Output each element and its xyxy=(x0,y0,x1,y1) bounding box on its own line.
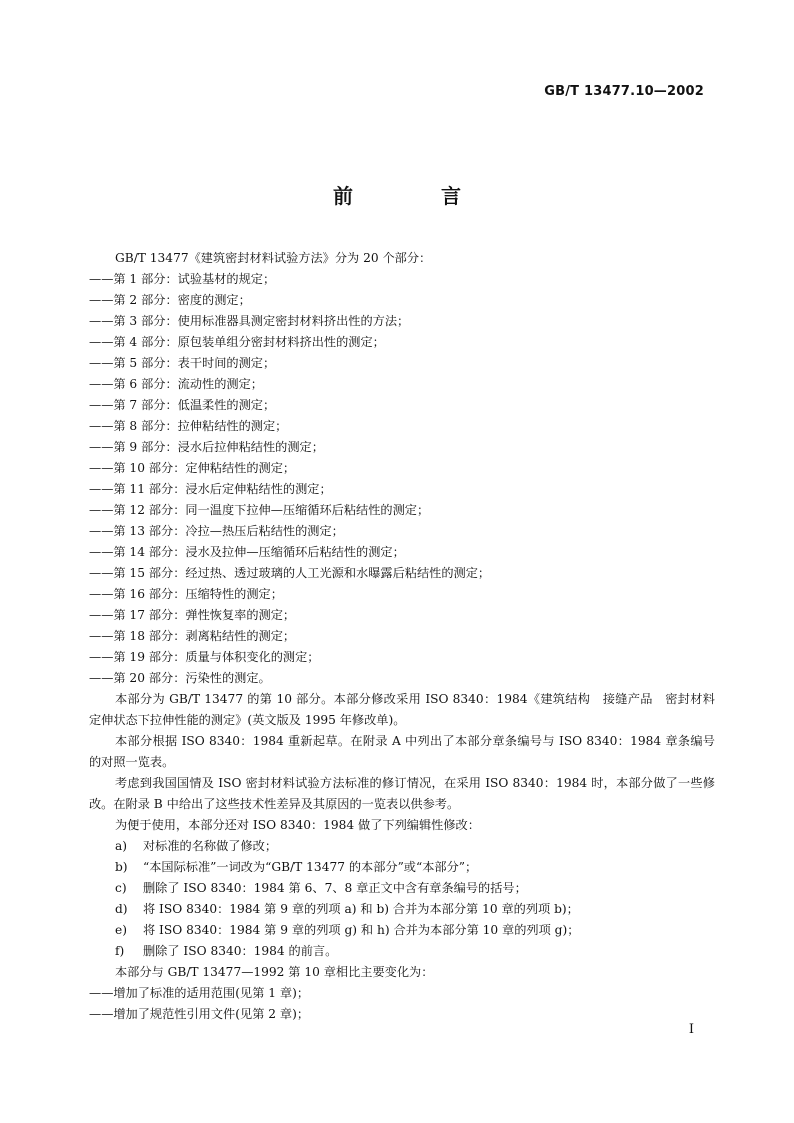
page-number: I xyxy=(688,1022,694,1037)
list-item: b) “本国际标准”一词改为“GB/T 13477 的本部分”或“本部分”； xyxy=(115,860,478,874)
list-item: ——第 19 部分：质量与体积变化的测定； xyxy=(89,650,320,664)
list-item: a) 对标准的名称做了修改； xyxy=(115,839,278,853)
list-item: ——第 18 部分：剥离粘结性的测定； xyxy=(89,629,296,643)
list-item: e) 将 ISO 8340：1984 第 9 章的列项 g) 和 h) 合并为本部分第 10 章的列项 g)； xyxy=(115,923,580,937)
list-item: ——第 15 部分：经过热、透过玻璃的人工光源和水曝露后粘结性的测定； xyxy=(89,566,491,580)
paragraph-adoption: 本部分为 GB/T 13477 的第 10 部分。本部分修改采用 ISO 8340：1984《建筑结构 接缝产品 密封材料 定伸状态下拉伸性能的测定》(英文版及 1995 年修改单)。 xyxy=(89,692,728,727)
list-item: ——增加了规范性引用文件(见第 2 章)； xyxy=(89,1007,310,1021)
list-item: ——第 17 部分：弹性恢复率的测定； xyxy=(89,608,296,622)
list-item: ——第 9 部分：浸水后拉伸粘结性的测定； xyxy=(89,440,324,454)
list-item: ——第 20 部分：污染性的测定。 xyxy=(89,671,271,685)
list-item: d) 将 ISO 8340：1984 第 9 章的列项 a) 和 b) 合并为本部分第 10 章的列项 b)； xyxy=(115,902,579,916)
list-item: ——第 13 部分：冷拉—热压后粘结性的测定； xyxy=(89,524,344,538)
list-item: ——增加了标准的适用范围(见第 1 章)； xyxy=(89,986,310,1000)
paragraph-redrafting: 本部分根据 ISO 8340：1984 重新起草。在附录 A 中列出了本部分章条编号与 ISO 8340：1984 章条编号的对照一览表。 xyxy=(89,734,715,769)
list-item: ——第 16 部分：压缩特性的测定； xyxy=(89,587,283,601)
paragraph-modifications: 考虑到我国国情及 ISO 密封材料试验方法标准的修订情况，在采用 ISO 8340：1984 时，本部分做了一些修改。在附录 B 中给出了这些技术性差异及其原因的一览表以供参考。 xyxy=(89,776,715,811)
standard-code: GB/T 13477.10—2002 xyxy=(544,84,704,99)
list-item: ——第 11 部分：浸水后定伸粘结性的测定； xyxy=(89,482,332,496)
page-title: 前 言 xyxy=(333,184,495,208)
paragraph-editorial-intro: 为便于使用，本部分还对 ISO 8340：1984 做了下列编辑性修改： xyxy=(115,818,480,832)
changes-list xyxy=(89,983,715,1025)
list-item: f) 删除了 ISO 8340：1984 的前言。 xyxy=(115,944,338,958)
list-item: ——第 14 部分：浸水及拉伸—压缩循环后粘结性的测定； xyxy=(89,545,405,559)
list-item: ——第 10 部分：定伸粘结性的测定； xyxy=(89,461,296,475)
list-item: ——第 3 部分：使用标准器具测定密封材料挤出性的方法； xyxy=(89,314,410,328)
list-item: ——第 7 部分：低温柔性的测定； xyxy=(89,398,276,412)
list-item: ——第 5 部分：表干时间的测定； xyxy=(89,356,276,370)
editorial-list xyxy=(89,836,715,962)
list-item: ——第 4 部分：原包装单组分密封材料挤出性的测定； xyxy=(89,335,385,349)
parts-list xyxy=(89,269,715,689)
list-item: ——第 12 部分：同一温度下拉伸—压缩循环后粘结性的测定； xyxy=(89,503,430,517)
list-item: ——第 6 部分：流动性的测定； xyxy=(89,377,263,391)
document-body xyxy=(89,248,728,1025)
list-item: c) 删除了 ISO 8340：1984 第 6、7、8 章正文中含有章条编号的括号； xyxy=(115,881,527,895)
paragraph-changes-intro: 本部分与 GB/T 13477—1992 第 10 章相比主要变化为： xyxy=(115,965,434,979)
list-item: ——第 8 部分：拉伸粘结性的测定； xyxy=(89,419,288,433)
list-item: ——第 1 部分：试验基材的规定； xyxy=(89,272,276,286)
list-item: ——第 2 部分：密度的测定； xyxy=(89,293,251,307)
intro-line: GB/T 13477《建筑密封材料试验方法》分为 20 个部分： xyxy=(115,251,432,265)
